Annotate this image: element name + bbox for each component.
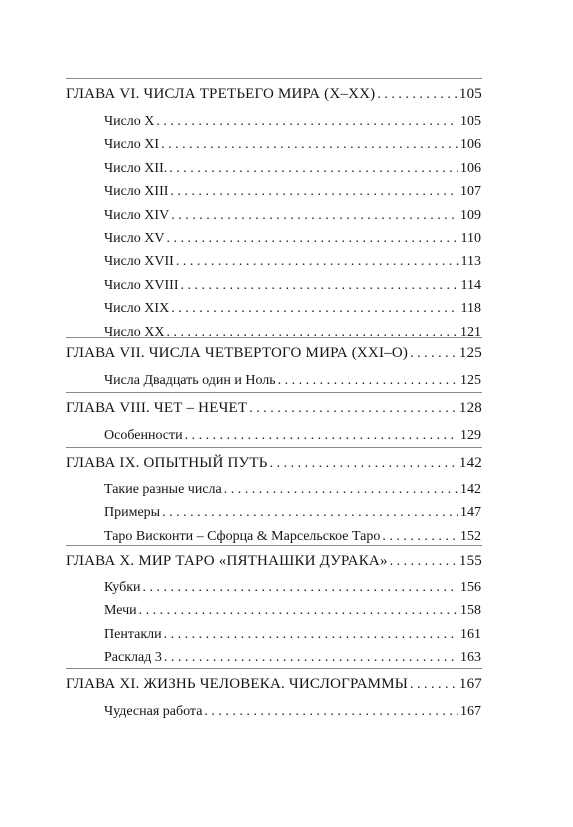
section-divider: [66, 668, 482, 669]
chapter-entry-page-number: 125: [458, 345, 482, 361]
chapter-entry[interactable]: [66, 345, 482, 365]
section-entry-title: Расклад 3: [104, 650, 162, 666]
section-entry-page-number: 121: [460, 324, 481, 340]
dot-leader: [156, 114, 458, 130]
chapter-entry-page-number: 142: [458, 455, 482, 471]
dot-leader: [377, 87, 457, 103]
section-entry-title: Число XIII: [104, 184, 169, 200]
section-entry[interactable]: [104, 137, 481, 157]
section-entry-title: Число XIV: [104, 207, 170, 223]
section-entry-page-number: 106: [460, 137, 481, 153]
section-entry[interactable]: [104, 208, 481, 228]
section-entry-page-number: 142: [460, 482, 481, 497]
dot-leader: [171, 301, 458, 317]
dot-leader: [278, 373, 458, 389]
dot-leader: [164, 650, 458, 666]
section-entry-title: Кубки: [104, 580, 141, 595]
chapter-entry-title: ГЛАВА X. МИР ТАРО «ПЯТНАШКИ ДУРАКА»: [66, 553, 388, 569]
chapter-entry-title: ГЛАВА XI. ЖИЗНЬ ЧЕЛОВЕКА. ЧИСЛОГРАММЫ: [66, 676, 409, 692]
chapter-entry-title: ГЛАВА VI. ЧИСЛА ТРЕТЬЕГО МИРА (X–XX): [66, 86, 376, 102]
section-entry-title: Примеры: [104, 505, 161, 521]
section-entry[interactable]: [104, 114, 481, 134]
section-entry[interactable]: [104, 505, 481, 525]
section-entry-title: Число X: [104, 114, 155, 129]
section-entry[interactable]: [104, 428, 481, 448]
section-entry[interactable]: [104, 231, 481, 251]
section-entry-page-number: 129: [460, 428, 481, 443]
section-entry-title: Число XV: [104, 231, 165, 246]
section-entry-page-number: 109: [460, 207, 481, 223]
dot-leader: [181, 278, 459, 294]
dot-leader: [185, 428, 458, 444]
dot-leader: [270, 456, 457, 472]
section-entry-title: Чудесная работа: [104, 704, 203, 719]
section-entry-page-number: 110: [460, 231, 481, 246]
section-entry-page-number: 125: [460, 373, 481, 388]
chapter-entry-page-number: 167: [458, 676, 482, 692]
dot-leader: [390, 554, 457, 570]
dot-leader: [161, 137, 458, 153]
dot-leader: [171, 208, 458, 224]
dot-leader: [170, 184, 458, 200]
dot-leader: [143, 580, 458, 596]
section-entry-title: Число XVIII: [104, 277, 179, 293]
section-entry-title: Число XX: [104, 324, 165, 340]
section-entry-page-number: 106: [460, 160, 481, 176]
section-entry-page-number: 167: [460, 704, 481, 719]
chapter-entry[interactable]: [66, 400, 482, 420]
chapter-entry[interactable]: [66, 86, 482, 106]
section-entry-page-number: 107: [460, 184, 481, 200]
chapter-entry-page-number: 155: [458, 553, 482, 569]
dot-leader: [382, 529, 458, 545]
section-entry-title: Число XIX: [104, 301, 170, 317]
dot-leader: [410, 346, 457, 362]
dot-leader: [410, 677, 457, 693]
section-entry-title: Мечи: [104, 603, 137, 619]
section-entry[interactable]: [104, 482, 481, 502]
section-entry-title: Числа Двадцать один и Ноль: [104, 373, 276, 388]
section-entry[interactable]: [104, 580, 481, 600]
section-divider: [66, 337, 482, 338]
dot-leader: [169, 161, 458, 177]
section-entry-title: Такие разные числа: [104, 482, 222, 497]
section-entry-page-number: 152: [460, 528, 481, 544]
section-entry-page-number: 113: [460, 254, 481, 270]
chapter-entry[interactable]: [66, 676, 482, 696]
section-entry[interactable]: [104, 161, 481, 181]
dot-leader: [139, 603, 458, 619]
section-divider: [66, 447, 482, 448]
chapter-entry-title: ГЛАВА VII. ЧИСЛА ЧЕТВЕРТОГО МИРА (XXI–O): [66, 345, 409, 361]
section-entry-page-number: 158: [460, 603, 481, 619]
section-entry[interactable]: [104, 373, 481, 393]
section-entry-page-number: 105: [460, 114, 481, 129]
chapter-entry[interactable]: [66, 553, 482, 573]
section-entry-page-number: 156: [460, 580, 481, 595]
section-entry-page-number: 161: [460, 626, 481, 642]
section-entry-title: Таро Висконти – Сфорца & Марсельское Таро: [104, 528, 381, 544]
section-entry-page-number: 118: [460, 301, 481, 317]
section-entry[interactable]: [104, 704, 481, 724]
section-entry[interactable]: [104, 301, 481, 321]
section-entry[interactable]: [104, 254, 481, 274]
section-entry[interactable]: [104, 325, 481, 345]
dot-leader: [162, 505, 458, 521]
dot-leader: [167, 231, 459, 247]
section-entry-page-number: 163: [460, 650, 481, 666]
section-entry[interactable]: [104, 184, 481, 204]
section-entry[interactable]: [104, 278, 481, 298]
chapter-entry-title: ГЛАВА IX. ОПЫТНЫЙ ПУТЬ: [66, 455, 268, 471]
section-entry-page-number: 114: [460, 277, 481, 293]
section-entry-title: Пентакли: [104, 626, 162, 642]
dot-leader: [204, 704, 458, 720]
chapter-entry-page-number: 105: [458, 86, 482, 102]
dot-leader: [249, 401, 457, 417]
section-entry[interactable]: [104, 603, 481, 623]
dot-leader: [176, 254, 459, 270]
section-entry-title: Число XVII: [104, 254, 174, 270]
section-divider: [66, 545, 482, 546]
chapter-entry[interactable]: [66, 455, 482, 475]
dot-leader: [224, 482, 458, 498]
dot-leader: [164, 627, 458, 643]
section-entry-page-number: 147: [460, 505, 481, 521]
section-entry-title: Число XII.: [104, 160, 168, 176]
chapter-entry-page-number: 128: [458, 400, 482, 416]
section-entry-title: Число XI: [104, 137, 160, 153]
section-entry[interactable]: [104, 627, 481, 647]
section-divider: [66, 78, 482, 79]
section-divider: [66, 392, 482, 393]
dot-leader: [167, 325, 458, 341]
section-entry-title: Особенности: [104, 428, 183, 443]
chapter-entry-title: ГЛАВА VIII. ЧЕТ – НЕЧЕТ: [66, 400, 248, 416]
